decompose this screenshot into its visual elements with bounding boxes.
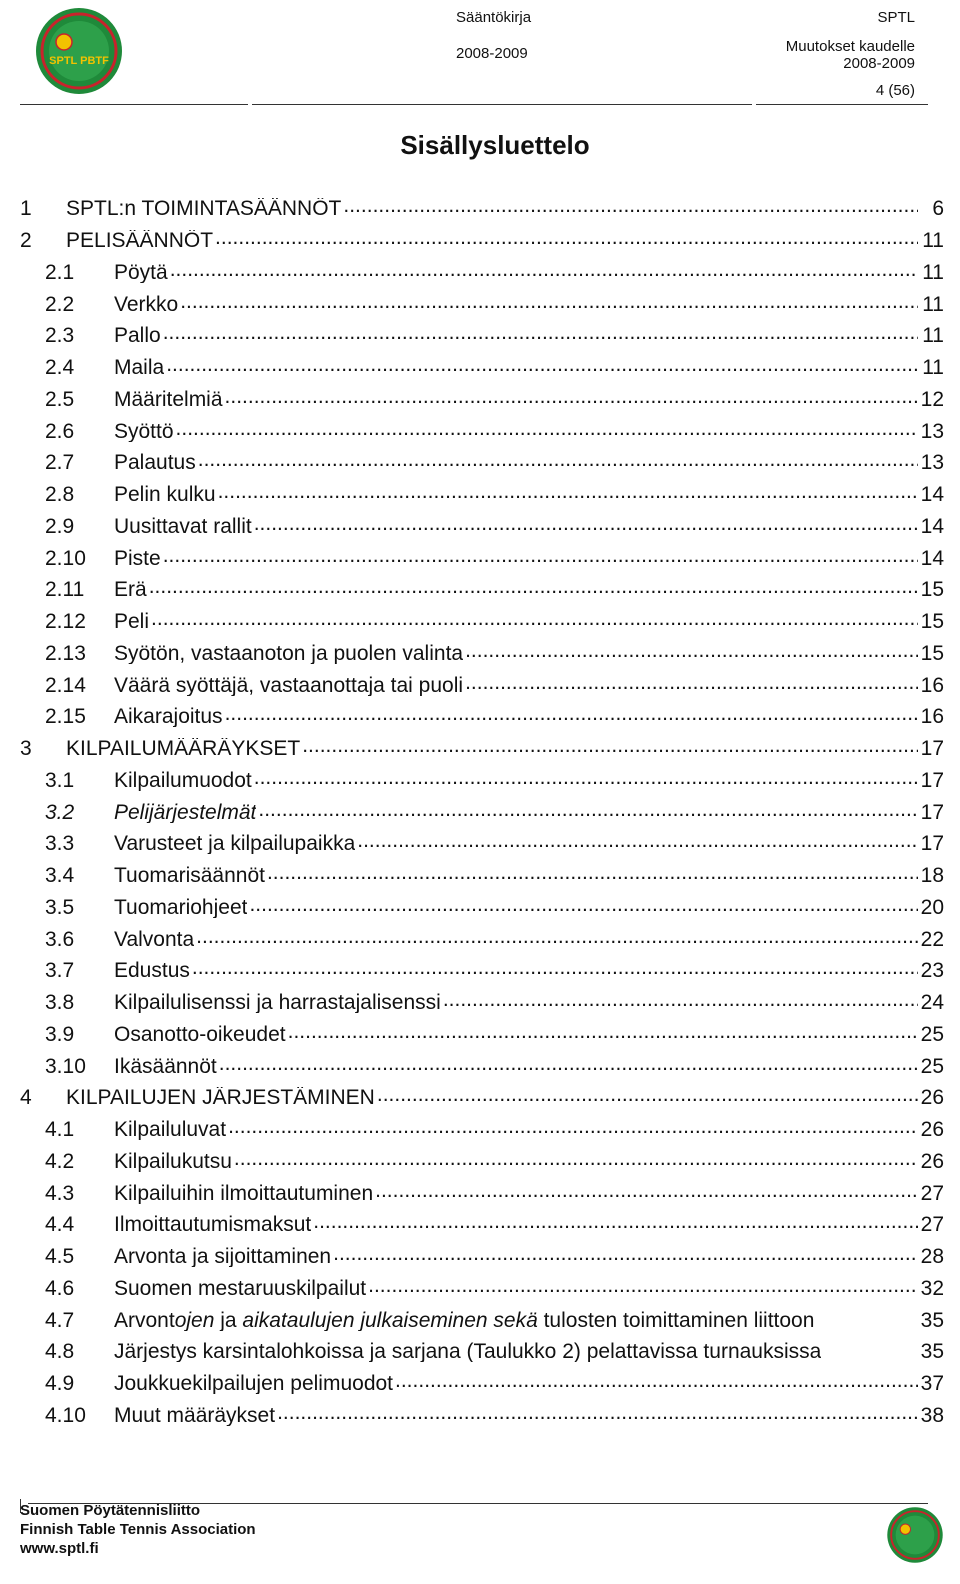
document-season: 2008-2009 (456, 45, 528, 62)
toc-entry-title: Uusittavat rallit (114, 515, 252, 537)
toc-entry[interactable] (20, 257, 944, 289)
toc-entry-number: 4.5 (45, 1245, 75, 1269)
toc-entry-title: Arvonta ja sijoittaminen (114, 1246, 332, 1268)
toc-entry-title: Peli (114, 611, 150, 633)
toc-entry-title: Tuomariohjeet (114, 896, 248, 918)
toc-entry[interactable] (20, 447, 944, 479)
toc-entry[interactable] (20, 638, 944, 670)
toc-entry[interactable] (20, 1019, 944, 1051)
toc-entry-title-part: aikataulujen julkaiseminen sekä (242, 1309, 538, 1331)
toc-entry-title: Ikäsäännöt (114, 1055, 217, 1077)
toc-entry-title: Syöttö (114, 420, 174, 442)
toc-entry-page: 22 (920, 927, 944, 951)
toc-entry[interactable] (20, 1146, 944, 1178)
toc-entry[interactable] (20, 288, 944, 320)
toc-entry-title: Määritelmiä (114, 388, 223, 410)
toc-dot-leader (163, 325, 918, 346)
toc-entry-number: 3.7 (45, 959, 75, 983)
toc-entry-title: Valvonta (114, 928, 195, 950)
toc-entry-number: 4.7 (45, 1308, 75, 1332)
toc-dot-leader (443, 992, 918, 1013)
toc-entry-title: PELISÄÄNNÖT (66, 230, 214, 252)
toc-entry-page: 18 (920, 864, 944, 888)
toc-entry-title: Joukkuekilpailujen pelimuodot (114, 1373, 394, 1395)
toc-entry-title: Palautus (114, 452, 196, 474)
toc-entry-title: Verkko (114, 293, 179, 315)
toc-entry[interactable] (20, 479, 944, 511)
toc-entry-title: Kilpailumuodot (114, 769, 252, 791)
toc-dot-leader (170, 262, 918, 283)
toc-entry-page: 35 (920, 1308, 944, 1332)
toc-dot-leader (277, 1405, 918, 1426)
toc-dot-leader (254, 516, 918, 537)
toc-dot-leader (225, 389, 918, 410)
toc-entry-number: 2.6 (45, 419, 75, 443)
toc-entry-page: 16 (920, 673, 944, 697)
logo-text: SPTL PBTF (49, 55, 109, 67)
toc-entry[interactable] (20, 987, 944, 1019)
toc-entry-title: Erä (114, 579, 147, 601)
toc-entry[interactable] (20, 352, 944, 384)
toc-entry-number: 4.1 (45, 1118, 75, 1142)
toc-entry-title-part: Arvont (114, 1309, 175, 1331)
toc-entry[interactable] (20, 955, 944, 987)
toc-dot-leader (176, 421, 918, 442)
toc-dot-leader (395, 1373, 918, 1394)
toc-entry-title: Piste (114, 547, 161, 569)
toc-entry[interactable] (20, 669, 944, 701)
toc-entry[interactable] (20, 320, 944, 352)
toc-entry-number: 2.5 (45, 387, 75, 411)
toc-entry-page: 14 (920, 514, 944, 538)
footer-org-fi: Suomen Pöytätennisliitto (20, 1502, 201, 1519)
toc-entry-page: 17 (920, 800, 944, 824)
toc-entry-page: 27 (920, 1213, 944, 1237)
toc-entry-page: 25 (920, 1022, 944, 1046)
toc-dot-leader (151, 611, 918, 632)
toc-dot-leader (249, 897, 918, 918)
toc-entry-number: 3.2 (45, 800, 75, 824)
toc-dot-leader (166, 357, 918, 378)
toc-entry-title: Väärä syöttäjä, vastaanottaja tai puoli (114, 674, 464, 696)
toc-entry-number: 4.4 (45, 1213, 75, 1237)
toc-entry-number: 3 (20, 737, 32, 761)
toc-entry-title: Suomen mestaruuskilpailut (114, 1277, 367, 1299)
toc-entry-title: Järjestys karsintalohkoissa ja sarjana (Taulukko 2) pelattavissa turnauksissa (114, 1341, 822, 1363)
toc-entry-title: Ilmoittautumismaksut (114, 1214, 312, 1236)
toc-entry-number: 2.11 (45, 578, 85, 602)
toc-entry-number: 4.8 (45, 1340, 75, 1364)
toc-entry-number: 2.10 (45, 546, 86, 570)
toc-dot-leader (198, 452, 918, 473)
sptl-logo-small (886, 1506, 944, 1564)
toc-entry-number: 3.9 (45, 1022, 75, 1046)
toc-entry[interactable] (20, 765, 944, 797)
toc-dot-leader (228, 1119, 918, 1140)
toc-entry-title: KILPAILUJEN JÄRJESTÄMINEN (66, 1087, 375, 1109)
toc-dot-leader (377, 1087, 918, 1108)
toc-entry-number: 3.5 (45, 895, 75, 919)
toc-entry-title: Kilpailulisenssi ja harrastajalisenssi (114, 992, 441, 1014)
toc-entry-page: 17 (920, 832, 944, 856)
page-title: Sisällysluettelo (400, 130, 590, 160)
toc-entry-title: Edustus (114, 960, 190, 982)
toc-dot-leader (333, 1246, 918, 1267)
toc-entry[interactable] (20, 574, 944, 606)
toc-entry-title: Maila (114, 357, 165, 379)
toc-entry-number: 3.8 (45, 991, 75, 1015)
toc-entry-page: 11 (922, 324, 944, 348)
toc-entry-title: Pelijärjestelmät (114, 801, 257, 823)
toc-entry-title: Osanotto-oikeudet (114, 1023, 286, 1045)
toc-entry-page: 23 (920, 959, 944, 983)
toc-entry[interactable] (20, 511, 944, 543)
toc-entry[interactable] (20, 1082, 944, 1114)
toc-entry-page: 6 (932, 197, 944, 221)
toc-dot-leader (465, 675, 918, 696)
toc-entry-number: 2.15 (45, 705, 86, 729)
toc-entry-title: Kilpailuihin ilmoittautuminen (114, 1182, 374, 1204)
toc-entry-title-part: ojen (174, 1309, 215, 1331)
toc-entry-title: Pöytä (114, 261, 168, 283)
toc-entry-page: 15 (920, 641, 944, 665)
sptl-logo (34, 6, 124, 96)
toc-dot-leader (215, 230, 918, 251)
toc-entry-number: 2.12 (45, 610, 86, 634)
toc-entry-title: SPTL:n TOIMINTASÄÄNNÖT (66, 198, 342, 220)
toc-entry-number: 3.10 (45, 1054, 86, 1078)
toc-entry-page: 12 (920, 387, 944, 411)
toc-dot-leader (163, 548, 918, 569)
table-of-contents (20, 193, 944, 1431)
toc-entry-number: 3.3 (45, 832, 75, 856)
toc-entry-title: Varusteet ja kilpailupaikka (114, 833, 356, 855)
toc-entry[interactable] (20, 193, 944, 225)
toc-entry-page: 13 (920, 451, 944, 475)
changes-season: 2008-2009 (843, 55, 915, 72)
toc-dot-leader (288, 1024, 918, 1045)
toc-entry-number: 3.4 (45, 864, 75, 888)
toc-entry-number: 4.2 (45, 1149, 75, 1173)
toc-entry[interactable] (20, 1273, 944, 1305)
toc-entry-number: 4.9 (45, 1372, 75, 1396)
toc-dot-leader (343, 198, 918, 219)
toc-dot-leader (368, 1278, 918, 1299)
toc-entry-page: 25 (920, 1054, 944, 1078)
toc-dot-leader (267, 865, 918, 886)
toc-dot-leader (180, 294, 918, 315)
toc-entry[interactable] (20, 1050, 944, 1082)
toc-entry[interactable] (20, 1114, 944, 1146)
toc-entry-number: 2 (20, 229, 32, 253)
toc-entry[interactable] (20, 828, 944, 860)
toc-dot-leader (196, 929, 918, 950)
toc-entry-number: 2.13 (45, 641, 86, 665)
toc-entry-page: 13 (920, 419, 944, 443)
toc-dot-leader (258, 802, 918, 823)
org-name: SPTL (877, 9, 915, 26)
toc-entry-title: Muut määräykset (114, 1404, 276, 1426)
toc-entry[interactable] (20, 384, 944, 416)
toc-dot-leader (218, 484, 918, 505)
toc-dot-leader (225, 706, 918, 727)
toc-dot-leader (192, 960, 918, 981)
toc-entry[interactable] (20, 606, 944, 638)
toc-entry-page: 37 (920, 1372, 944, 1396)
toc-entry-number: 2.14 (45, 673, 86, 697)
toc-entry-number: 2.7 (45, 451, 75, 475)
toc-dot-leader (302, 738, 918, 759)
toc-entry[interactable] (20, 1304, 944, 1336)
toc-entry-title: Aikarajoitus (114, 706, 223, 728)
toc-entry-page: 28 (920, 1245, 944, 1269)
toc-entry[interactable] (20, 542, 944, 574)
document-name: Sääntökirja (456, 9, 532, 26)
toc-entry-number: 2.2 (45, 292, 75, 316)
toc-entry-page: 27 (920, 1181, 944, 1205)
toc-entry-page: 14 (920, 546, 944, 570)
toc-entry-page: 14 (920, 483, 944, 507)
header-divider (252, 104, 752, 105)
header-divider (756, 104, 928, 105)
toc-entry[interactable] (20, 1336, 944, 1368)
toc-entry-title (114, 1310, 814, 1331)
toc-entry-page: 35 (920, 1340, 944, 1364)
toc-entry-page: 26 (920, 1149, 944, 1173)
changes-label: Muutokset kaudelle (785, 38, 915, 55)
toc-entry-page: 11 (922, 229, 944, 253)
toc-entry-page: 15 (920, 578, 944, 602)
toc-entry-page: 16 (920, 705, 944, 729)
toc-entry-title: Kilpailukutsu (114, 1150, 232, 1172)
toc-entry-page: 20 (920, 895, 944, 919)
toc-entry-title-part: tulosten toimittaminen liittoon (537, 1309, 815, 1331)
toc-dot-leader (219, 1056, 918, 1077)
toc-dot-leader (375, 1183, 918, 1204)
page-number: 4 (56) (875, 82, 915, 99)
toc-dot-leader (254, 770, 918, 791)
toc-dot-leader (149, 579, 918, 600)
toc-entry-page: 38 (920, 1403, 944, 1427)
toc-entry[interactable] (20, 923, 944, 955)
toc-entry[interactable] (20, 415, 944, 447)
toc-entry-number: 1 (20, 197, 32, 221)
toc-entry-title: Tuomarisäännöt (114, 865, 265, 887)
toc-entry[interactable] (20, 1209, 944, 1241)
toc-entry-number: 3.1 (45, 768, 75, 792)
toc-entry-title: KILPAILUMÄÄRÄYKSET (66, 738, 301, 760)
toc-entry[interactable] (20, 1368, 944, 1400)
toc-entry-number: 4.10 (45, 1403, 86, 1427)
toc-entry-number: 4 (20, 1086, 32, 1110)
toc-entry-title: Pelin kulku (114, 484, 216, 506)
toc-entry-number: 3.6 (45, 927, 75, 951)
footer-org-en: Finnish Table Tennis Association (20, 1521, 256, 1538)
toc-entry-number: 4.6 (45, 1276, 75, 1300)
toc-entry-title: Syötön, vastaanoton ja puolen valinta (114, 642, 464, 664)
toc-dot-leader (357, 833, 918, 854)
toc-entry-number: 2.9 (45, 514, 75, 538)
header-divider (20, 104, 248, 105)
toc-entry-page: 32 (920, 1276, 944, 1300)
toc-entry-number: 4.3 (45, 1181, 75, 1205)
toc-entry-page: 11 (922, 292, 944, 316)
toc-dot-leader (234, 1151, 918, 1172)
toc-entry[interactable] (20, 701, 944, 733)
toc-entry[interactable] (20, 225, 944, 257)
toc-entry[interactable] (20, 796, 944, 828)
toc-dot-leader (465, 643, 918, 664)
toc-entry-page: 11 (922, 356, 944, 380)
toc-entry-title-part: ja (214, 1309, 243, 1331)
toc-entry-title: Pallo (114, 325, 161, 347)
toc-entry-page: 15 (920, 610, 944, 634)
toc-entry[interactable] (20, 1177, 944, 1209)
toc-entry-page: 17 (920, 768, 944, 792)
toc-entry[interactable] (20, 1241, 944, 1273)
toc-entry-page: 17 (920, 737, 944, 761)
toc-entry-title: Kilpailuluvat (114, 1119, 227, 1141)
footer-website: www.sptl.fi (20, 1540, 99, 1557)
toc-entry-page: 26 (920, 1118, 944, 1142)
toc-entry[interactable] (20, 860, 944, 892)
toc-dot-leader (313, 1214, 918, 1235)
toc-entry-page: 26 (920, 1086, 944, 1110)
toc-entry-number: 2.3 (45, 324, 75, 348)
toc-entry-number: 2.4 (45, 356, 75, 380)
toc-entry-number: 2.8 (45, 483, 75, 507)
toc-entry-page: 11 (922, 260, 944, 284)
toc-entry[interactable] (20, 1400, 944, 1432)
toc-entry[interactable] (20, 892, 944, 924)
toc-entry[interactable] (20, 733, 944, 765)
toc-entry-number: 2.1 (45, 260, 75, 284)
toc-entry-page: 24 (920, 991, 944, 1015)
